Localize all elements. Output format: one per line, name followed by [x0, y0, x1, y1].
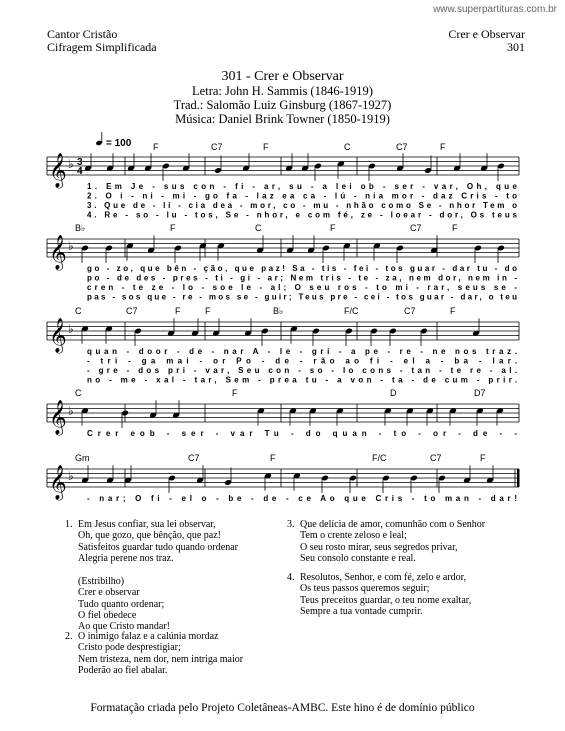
verse-line: O inimigo falaz e a calúnia mordaz	[78, 631, 219, 642]
treble-clef-icon: 𝄞	[49, 235, 67, 270]
verse-2	[65, 631, 244, 676]
chord-symbol: C	[255, 223, 262, 233]
flat-key-icon: ♭	[68, 157, 74, 171]
chord-symbol: C7	[430, 453, 442, 463]
verse-line: Oh, que gozo, que bênção, que paz!	[78, 530, 221, 542]
verse-line: Teus preceitos guardar, o teu nome exaltar,	[300, 594, 472, 606]
chord-symbol: B♭	[273, 306, 284, 316]
chord-symbol: C7	[126, 306, 138, 316]
flat-key-icon: ♭	[68, 239, 74, 253]
lyric-line: - tri - ga mai - or Po - de - rão ao fi - el a - ba - lar.	[87, 356, 518, 366]
treble-clef-icon: 𝄞	[49, 318, 67, 353]
collection-name: Cantor Cristão	[47, 27, 118, 41]
chord-symbol: F	[480, 453, 486, 463]
verse-line: Alegria perene nos traz.	[78, 552, 174, 564]
lyric-line: go - zo, que bên - ção, que paz! Sa - tis - fei - tos guar - dar tu - do	[87, 264, 517, 273]
chord-symbol: F	[205, 306, 211, 316]
lyric-line: pas - sos que - re - mos se - guir; Teus pre - cei - tos guar - dar, o teu	[87, 292, 517, 302]
chord-symbol: F	[452, 223, 458, 233]
verse-line: Poderão ao fiel abalar.	[78, 664, 168, 676]
lyric-line: 1. Em Je - sus con - fi - ar, su - a lei ob - ser - var, Oh, que	[87, 182, 518, 191]
refrain-line: Ao que Cristo mandar!	[78, 621, 170, 633]
chord-symbol: F	[440, 142, 446, 152]
time-signature-top: 3	[77, 157, 83, 168]
lyric-line: 2. O i - ni - mi - go fa - laz ea ca - lú - nia mor - daz Cris - to	[87, 191, 517, 201]
refrain-line: Crer e observar	[78, 587, 140, 599]
chord-symbol: F	[270, 453, 276, 463]
chord-symbol: C7	[188, 453, 200, 463]
verse-line: Cristo pode desprestigiar;	[78, 642, 181, 654]
lyric-line: no - me - xal - tar, Sem - prea tu - a von - ta - de cum - prir.	[87, 375, 517, 385]
time-signature-bottom: 4	[77, 166, 83, 177]
lyric-line: quan - door - de - nar A - le - gri - a pe - re - ne nos traz.	[87, 347, 517, 356]
tempo-marking: = 100	[106, 138, 132, 149]
chord-symbol: F/C	[372, 453, 387, 463]
refrain-label: (Estribilho)	[78, 576, 125, 587]
treble-clef-icon: 𝄞	[49, 465, 67, 500]
chord-symbol: F	[153, 142, 159, 152]
chord-symbol: F	[450, 306, 456, 316]
verse-line: Os teus passos queremos seguir;	[300, 583, 430, 595]
final-barline	[517, 469, 520, 487]
verse-line: Satisfeitos guardar tudo quando ordenar	[78, 541, 238, 553]
chord-symbol: F	[175, 306, 181, 316]
refrain	[78, 576, 170, 632]
verse-1	[65, 519, 238, 564]
chord-symbol: F	[263, 142, 269, 152]
site-url[interactable]: www.superpartituras.com.br	[433, 4, 557, 15]
verse-4	[287, 572, 472, 617]
verse-number: 1.	[65, 519, 73, 530]
lyric-line: Crer eob - ser - var Tu - do quan - to - or - de - -	[87, 429, 517, 438]
verse-line: O seu rosto mirar, seus segredos privar,	[300, 541, 458, 553]
flat-key-icon: ♭	[68, 469, 74, 483]
music-credit: Música: Daniel Brink Towner (1850-1919)	[175, 112, 390, 126]
lyrics-credit: Letra: John H. Sammis (1846-1919)	[192, 84, 373, 98]
treble-clef-icon: 𝄞	[49, 153, 67, 188]
chord-symbol: F	[170, 223, 176, 233]
lyric-line: - nar; O fi - el o - be - de - ce Ao que Cris - to man - dar!	[87, 494, 517, 503]
verse-number: 2.	[65, 631, 73, 642]
translation-credit: Trad.: Salomão Luiz Ginsburg (1867-1927)	[173, 98, 392, 112]
lyric-line: 4. Re - so - lu - tos, Se - nhor, e com fé, ze - loear - dor, Os teus	[87, 210, 518, 220]
lyric-line: po - de des - pres - ti - gi - ar; Nem tris - te - za, nem dor, nem in -	[87, 273, 517, 283]
verse-line: Em Jesus confiar, sua lei observar,	[78, 519, 216, 530]
verse-line: Sempre a tua vontade cumprir.	[300, 605, 423, 617]
refrain-line: O fiel obedece	[78, 609, 137, 621]
chord-symbol: D7	[474, 388, 486, 398]
verse-line: Resolutos, Senhor, e com fé, zelo e ardor,	[300, 572, 467, 583]
chord-symbol: C7	[404, 306, 416, 316]
song-title: 301 - Crer e Observar	[221, 69, 344, 84]
verse-number: 3.	[287, 519, 295, 530]
verse-line: Tem o crente zeloso e leal;	[300, 530, 407, 542]
chord-symbol: D	[390, 388, 397, 398]
chord-symbol: C	[75, 306, 82, 316]
edition-name: Cifragem Simplificada	[47, 40, 157, 54]
verse-line: Nem tristeza, nem dor, nem intriga maior	[78, 653, 244, 665]
flat-key-icon: ♭	[68, 322, 74, 336]
treble-clef-icon: 𝄞	[49, 400, 67, 435]
chord-symbol: B♭	[75, 223, 86, 233]
flat-key-icon: ♭	[68, 404, 74, 418]
verse-line: Que delícia de amor, comunhão com o Senhor	[300, 519, 486, 530]
chord-symbol: C	[75, 388, 82, 398]
chord-symbol: C7	[211, 142, 223, 152]
lyric-line: cren - te ze - lo - soe le - al; O seu ros - to mi - rar, seus se -	[87, 283, 518, 292]
chord-symbol: C	[344, 142, 351, 152]
chord-symbol: Gm	[75, 453, 90, 463]
header-song-title: Crer e Observar	[448, 27, 525, 41]
verse-number: 4.	[287, 572, 295, 583]
chord-symbol: F	[232, 388, 238, 398]
verse-line: Seu consolo constante e real.	[300, 552, 416, 564]
chord-symbol: F/C	[344, 306, 359, 316]
chord-symbol: F	[330, 223, 336, 233]
footer-note: Formatação criada pelo Projeto Coletâneas-AMBC. Este hino é de domínio público	[90, 702, 475, 714]
header-song-number: 301	[507, 40, 525, 54]
lyric-line: - gre - dos pri - var, Seu con - so - lo cons - tan - te re - al.	[87, 366, 517, 375]
lyric-line: 3. Que de - lí - cia dea - mor, co - mu - nhão como Se - nhor Tem o	[87, 201, 517, 210]
chord-symbol: C7	[396, 142, 408, 152]
refrain-line: Tudo quanto ordenar;	[78, 598, 165, 610]
verse-3	[287, 519, 486, 564]
chord-symbol: C7	[410, 223, 422, 233]
